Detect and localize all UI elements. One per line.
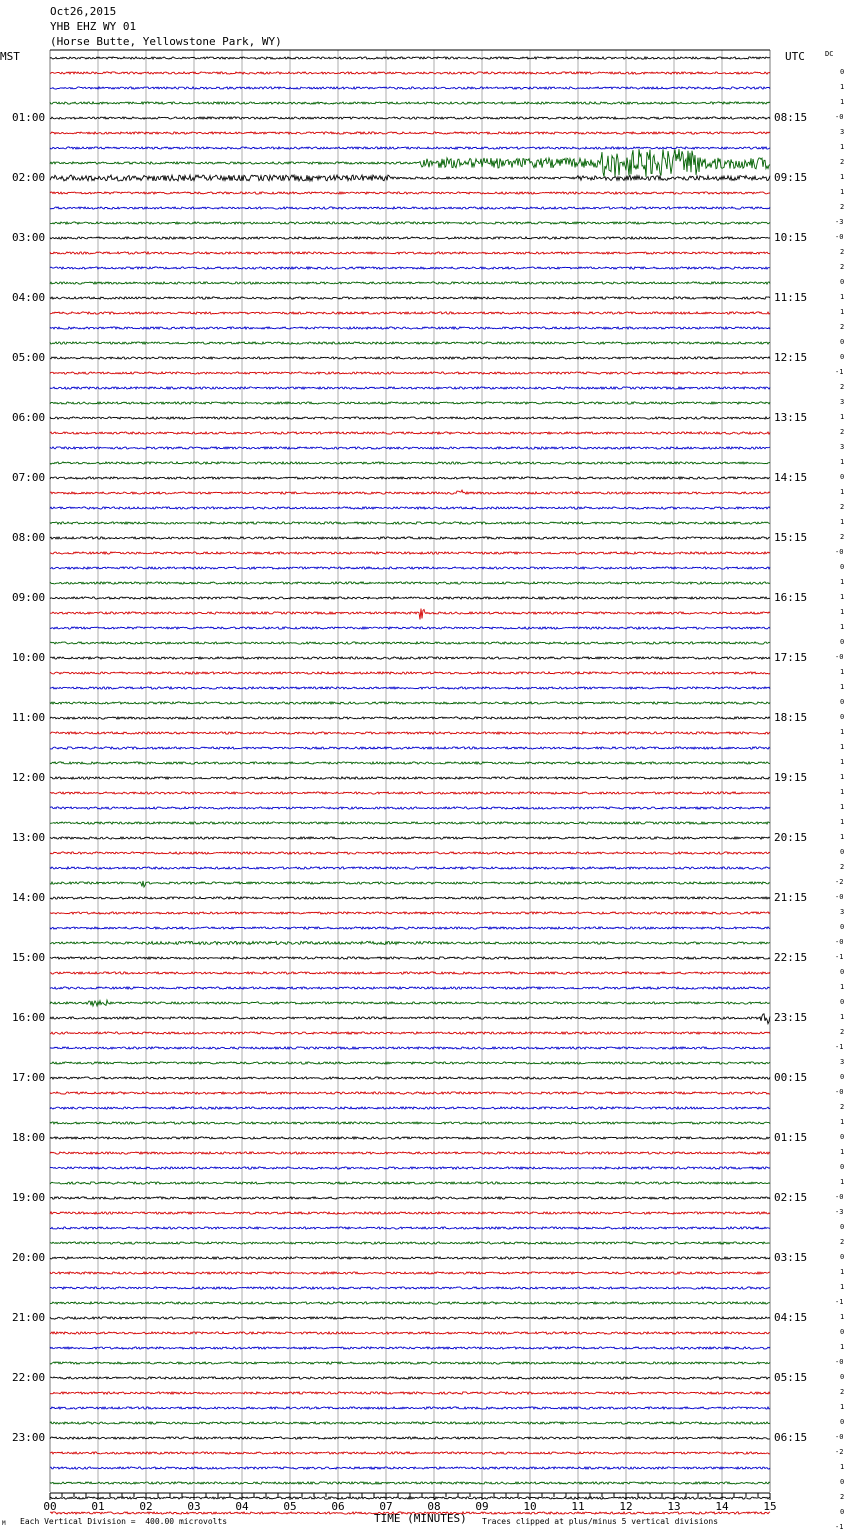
- trace-row-51: [50, 822, 770, 824]
- mst-hour-label: 22:00: [12, 1371, 46, 1384]
- trace-row-15: [50, 282, 770, 284]
- trace-row-30: [50, 507, 770, 509]
- trace-row-13: [50, 252, 770, 254]
- dc-offset-label: -1: [835, 1298, 844, 1306]
- dc-offset-label: 0: [840, 713, 845, 721]
- trace-row-68: [50, 1077, 770, 1079]
- utc-hour-label: 23:15: [774, 1011, 808, 1024]
- dc-offset-label: -1: [835, 953, 844, 961]
- dc-offset-label: 1: [840, 188, 845, 196]
- dc-offset-label: 1: [840, 413, 845, 421]
- dc-offset-label: 1: [840, 488, 845, 496]
- mst-hour-label: 12:00: [12, 771, 46, 784]
- dc-offset-label: 2: [840, 533, 845, 541]
- trace-row-40: [50, 657, 770, 659]
- utc-hour-label: 17:15: [774, 651, 808, 664]
- trace-row-1: [50, 72, 770, 74]
- trace-row-57: [50, 912, 770, 914]
- dc-offset-label: 1: [840, 458, 845, 466]
- utc-hour-label: 22:15: [774, 951, 808, 964]
- trace-row-54: [50, 867, 770, 869]
- trace-row-93: [50, 1452, 770, 1454]
- dc-offset-label: 0: [840, 1478, 845, 1486]
- trace-row-22: [50, 387, 770, 389]
- trace-row-2: [50, 87, 770, 89]
- mst-hour-label: 15:00: [12, 951, 46, 964]
- trace-row-37: [50, 609, 770, 620]
- trace-row-23: [50, 402, 770, 404]
- trace-row-67: [50, 1062, 770, 1064]
- trace-row-81: [50, 1272, 770, 1274]
- dc-offset-label: 1: [840, 1268, 845, 1276]
- trace-row-18: [50, 327, 770, 329]
- trace-rows: [50, 57, 770, 1514]
- trace-row-60: [50, 957, 770, 959]
- trace-row-90: [50, 1407, 770, 1409]
- trace-row-61: [50, 972, 770, 974]
- utc-hour-label: 01:15: [774, 1131, 808, 1144]
- trace-row-43: [50, 702, 770, 704]
- trace-row-92: [50, 1437, 770, 1439]
- dc-offset-label: -0: [835, 938, 844, 946]
- trace-row-44: [50, 717, 770, 719]
- utc-hour-label: 08:15: [774, 111, 808, 124]
- dc-offset-label: 3: [840, 1058, 845, 1066]
- trace-row-38: [50, 627, 770, 629]
- x-tick-label: 07: [379, 1500, 393, 1513]
- dc-offset-label: 1: [840, 788, 845, 796]
- scale-note: Each Vertical Division = 400.00 microvolts: [20, 1517, 228, 1526]
- trace-row-89: [50, 1392, 770, 1394]
- trace-row-73: [50, 1152, 770, 1154]
- trace-row-85: [50, 1332, 770, 1334]
- mst-hour-label: 18:00: [12, 1131, 46, 1144]
- dc-offset-label: 0: [840, 1373, 845, 1381]
- trace-row-48: [50, 777, 770, 779]
- x-axis-label: TIME (MINUTES): [374, 1512, 467, 1525]
- mst-hour-label: 17:00: [12, 1071, 46, 1084]
- utc-hour-label: 04:15: [774, 1311, 808, 1324]
- trace-row-80: [50, 1257, 770, 1259]
- trace-row-56: [50, 897, 770, 899]
- dc-offset-label: 1: [840, 1403, 845, 1411]
- trace-row-52: [50, 837, 770, 839]
- x-tick-label: 04: [235, 1500, 249, 1513]
- utc-hour-label: 14:15: [774, 471, 808, 484]
- x-tick-label: 05: [283, 1500, 297, 1513]
- dc-offset-label: 1: [840, 593, 845, 601]
- trace-row-70: [50, 1107, 770, 1109]
- dc-offset-label: -0: [835, 893, 844, 901]
- x-tick-label: 08: [427, 1500, 441, 1513]
- x-tick-label: 12: [619, 1500, 633, 1513]
- dc-offset-label: -3: [835, 218, 844, 226]
- trace-row-79: [50, 1242, 770, 1244]
- mst-hour-label: 14:00: [12, 891, 46, 904]
- utc-hour-label: 05:15: [774, 1371, 808, 1384]
- trace-row-42: [50, 687, 770, 689]
- right-timezone-label: UTC: [785, 50, 805, 63]
- trace-row-47: [50, 762, 770, 764]
- dc-offset-label: 0: [840, 278, 845, 286]
- x-tick-label: 14: [715, 1500, 729, 1513]
- utc-hour-label: 06:15: [774, 1431, 808, 1444]
- trace-row-87: [50, 1362, 770, 1364]
- dc-offset-label: 2: [840, 323, 845, 331]
- trace-row-74: [50, 1167, 770, 1169]
- x-tick-label: 02: [139, 1500, 153, 1513]
- dc-header-label: DC: [825, 50, 834, 58]
- dc-offset-label: 1: [840, 1313, 845, 1321]
- dc-offset-label: 0: [840, 68, 845, 76]
- trace-row-55: [50, 881, 770, 887]
- title-location: (Horse Butte, Yellowstone Park, WY): [50, 35, 282, 48]
- trace-row-21: [50, 372, 770, 374]
- trace-row-50: [50, 807, 770, 809]
- dc-offset-label: 2: [840, 248, 845, 256]
- dc-offset-label: -0: [835, 1433, 844, 1441]
- dc-offset-label: 0: [840, 563, 845, 571]
- trace-row-8: [50, 175, 770, 181]
- utc-hour-label: 20:15: [774, 831, 808, 844]
- trace-row-32: [50, 537, 770, 539]
- trace-row-29: [50, 490, 770, 494]
- dc-offset-label: 1: [840, 803, 845, 811]
- mst-hour-label: 13:00: [12, 831, 46, 844]
- dc-offset-label: 0: [840, 968, 845, 976]
- utc-hour-label: 13:15: [774, 411, 808, 424]
- trace-row-39: [50, 642, 770, 644]
- utc-hour-label: 19:15: [774, 771, 808, 784]
- dc-offset-label: 1: [840, 1013, 845, 1021]
- dc-offset-label: 2: [840, 203, 845, 211]
- trace-row-25: [50, 432, 770, 434]
- trace-row-4: [50, 117, 770, 119]
- mst-hour-label: 05:00: [12, 351, 46, 364]
- dc-offset-label: 0: [840, 338, 845, 346]
- dc-offset-label: 0: [840, 698, 845, 706]
- utc-hour-label: 16:15: [774, 591, 808, 604]
- x-tick-label: 09: [475, 1500, 489, 1513]
- dc-offset-label: 0: [840, 353, 845, 361]
- dc-offset-label: -0: [835, 1193, 844, 1201]
- trace-row-16: [50, 297, 770, 299]
- dc-offset-label: 0: [840, 998, 845, 1006]
- mst-hour-label: 01:00: [12, 111, 46, 124]
- trace-row-94: [50, 1467, 770, 1469]
- utc-hour-label: 00:15: [774, 1071, 808, 1084]
- dc-offset-label: 0: [840, 848, 845, 856]
- dc-offset-label: -1: [835, 1043, 844, 1051]
- utc-hour-label: 15:15: [774, 531, 808, 544]
- dc-offset-label: 1: [840, 683, 845, 691]
- dc-offset-label: 1: [840, 623, 845, 631]
- dc-offset-label: 2: [840, 428, 845, 436]
- dc-offset-label: 0: [840, 1328, 845, 1336]
- dc-offset-label: 1: [840, 518, 845, 526]
- trace-row-49: [50, 792, 770, 794]
- utc-hour-label: 18:15: [774, 711, 808, 724]
- dc-offset-label: -2: [835, 878, 844, 886]
- dc-offset-label: -3: [835, 1208, 844, 1216]
- trace-row-6: [50, 147, 770, 149]
- trace-row-95: [50, 1482, 770, 1484]
- x-axis: [43, 1493, 776, 1513]
- mst-hour-label: 11:00: [12, 711, 46, 724]
- clip-note: Traces clipped at plus/minus 5 vertical divisions: [482, 1517, 719, 1526]
- trace-row-5: [50, 132, 770, 134]
- trace-row-24: [50, 417, 770, 419]
- dc-offset-label: 1: [840, 728, 845, 736]
- utc-hour-label: 02:15: [774, 1191, 808, 1204]
- dc-offset-label: 1: [840, 83, 845, 91]
- dc-offset-label: 2: [840, 1493, 845, 1501]
- dc-offset-label: 1: [840, 743, 845, 751]
- x-tick-label: 15: [763, 1500, 777, 1513]
- dc-offset-label: 1: [840, 293, 845, 301]
- dc-offset-label: -0: [835, 548, 844, 556]
- utc-hour-label: 09:15: [774, 171, 808, 184]
- dc-offset-label: 1: [840, 1283, 845, 1291]
- dc-offset-label: 1: [840, 833, 845, 841]
- dc-offset-label: 1: [840, 1148, 845, 1156]
- utc-hour-label: 10:15: [774, 231, 808, 244]
- x-tick-label: 10: [523, 1500, 537, 1513]
- trace-row-36: [50, 597, 770, 599]
- dc-offset-label: 1: [840, 173, 845, 181]
- trace-row-11: [50, 222, 770, 224]
- mst-hour-label: 03:00: [12, 231, 46, 244]
- dc-offset-label: 1: [840, 1118, 845, 1126]
- mst-hour-label: 07:00: [12, 471, 46, 484]
- minute-grid: [50, 50, 770, 1492]
- mst-hour-label: 23:00: [12, 1431, 46, 1444]
- trace-row-59: [50, 941, 770, 944]
- trace-row-9: [50, 192, 770, 194]
- trace-row-27: [50, 462, 770, 464]
- x-tick-label: 01: [91, 1500, 105, 1513]
- dc-offset-label: 0: [840, 1133, 845, 1141]
- dc-offset-label: 1: [840, 308, 845, 316]
- trace-row-66: [50, 1047, 770, 1049]
- trace-row-64: [50, 1014, 770, 1024]
- trace-row-83: [50, 1302, 770, 1304]
- dc-offset-label: 1: [840, 98, 845, 106]
- trace-row-63: [50, 1000, 770, 1006]
- trace-row-76: [50, 1197, 770, 1199]
- trace-row-35: [50, 582, 770, 584]
- trace-row-34: [50, 567, 770, 569]
- x-tick-label: 06: [331, 1500, 345, 1513]
- dc-offset-label: -1: [835, 1523, 844, 1531]
- dc-offset-label: 2: [840, 383, 845, 391]
- dc-offset-label: 3: [840, 443, 845, 451]
- title-date: Oct26,2015: [50, 5, 117, 18]
- trace-row-69: [50, 1092, 770, 1094]
- trace-row-7: [50, 149, 770, 177]
- trace-row-77: [50, 1212, 770, 1214]
- trace-row-41: [50, 672, 770, 674]
- x-tick-label: 00: [43, 1500, 57, 1513]
- mst-hour-label: 20:00: [12, 1251, 46, 1264]
- corner-mark: M: [2, 1520, 6, 1527]
- dc-offset-label: 0: [840, 1508, 845, 1516]
- trace-row-33: [50, 552, 770, 554]
- dc-offset-label: 0: [840, 923, 845, 931]
- dc-offset-label: 0: [840, 473, 845, 481]
- dc-offset-label: 1: [840, 773, 845, 781]
- utc-hour-label: 11:15: [774, 291, 808, 304]
- dc-offset-label: 1: [840, 1178, 845, 1186]
- dc-offset-label: 1: [840, 1343, 845, 1351]
- dc-offset-label: 2: [840, 503, 845, 511]
- dc-offset-label: 1: [840, 578, 845, 586]
- dc-offset-label: 0: [840, 1073, 845, 1081]
- dc-offset-label: 1: [840, 818, 845, 826]
- trace-row-28: [50, 477, 770, 479]
- trace-row-20: [50, 357, 770, 359]
- x-tick-label: 13: [667, 1500, 681, 1513]
- dc-offset-label: -0: [835, 1358, 844, 1366]
- trace-row-91: [50, 1422, 770, 1424]
- dc-offset-label: 0: [840, 1253, 845, 1261]
- trace-row-14: [50, 267, 770, 269]
- dc-offset-label: 1: [840, 143, 845, 151]
- dc-offset-label: -0: [835, 233, 844, 241]
- dc-offset-label: -0: [835, 1088, 844, 1096]
- dc-offset-label: 2: [840, 1028, 845, 1036]
- trace-row-71: [50, 1122, 770, 1124]
- trace-row-26: [50, 447, 770, 449]
- trace-row-45: [50, 732, 770, 734]
- trace-row-31: [50, 522, 770, 524]
- trace-row-72: [50, 1137, 770, 1139]
- dc-offset-label: 2: [840, 158, 845, 166]
- trace-row-78: [50, 1227, 770, 1229]
- dc-offset-label: 2: [840, 1103, 845, 1111]
- dc-offset-label: 1: [840, 608, 845, 616]
- dc-offset-label: 0: [840, 1223, 845, 1231]
- mst-hour-label: 08:00: [12, 531, 46, 544]
- trace-row-53: [50, 852, 770, 854]
- trace-row-62: [50, 987, 770, 989]
- trace-row-3: [50, 102, 770, 104]
- dc-offset-label: -2: [835, 1448, 844, 1456]
- title-station: YHB EHZ WY 01: [50, 20, 137, 33]
- trace-row-0: [50, 57, 770, 59]
- mst-hour-label: 10:00: [12, 651, 46, 664]
- mst-hour-label: 16:00: [12, 1011, 46, 1024]
- mst-hour-label: 09:00: [12, 591, 46, 604]
- mst-hour-label: 04:00: [12, 291, 46, 304]
- dc-offset-label: 0: [840, 1163, 845, 1171]
- mst-hour-label: 06:00: [12, 411, 46, 424]
- trace-row-84: [50, 1317, 770, 1319]
- trace-row-19: [50, 342, 770, 344]
- left-timezone-label: MST: [0, 50, 20, 63]
- trace-row-17: [50, 312, 770, 314]
- dc-offset-label: 1: [840, 1463, 845, 1471]
- trace-row-46: [50, 747, 770, 749]
- trace-row-10: [50, 207, 770, 209]
- utc-hour-label: 03:15: [774, 1251, 808, 1264]
- x-tick-label: 11: [571, 1500, 585, 1513]
- dc-offset-label: 2: [840, 1238, 845, 1246]
- dc-offset-label: -0: [835, 113, 844, 121]
- dc-offset-label: 3: [840, 128, 845, 136]
- trace-row-58: [50, 927, 770, 929]
- dc-offset-label: 3: [840, 908, 845, 916]
- mst-hour-label: 21:00: [12, 1311, 46, 1324]
- dc-offset-label: 2: [840, 263, 845, 271]
- trace-row-86: [50, 1347, 770, 1349]
- dc-offset-label: -0: [835, 653, 844, 661]
- trace-row-82: [50, 1287, 770, 1289]
- trace-row-75: [50, 1182, 770, 1184]
- utc-hour-label: 21:15: [774, 891, 808, 904]
- dc-offset-label: -1: [835, 368, 844, 376]
- dc-offset-label: 1: [840, 758, 845, 766]
- dc-offset-label: 1: [840, 983, 845, 991]
- mst-hour-label: 02:00: [12, 171, 46, 184]
- trace-row-88: [50, 1377, 770, 1379]
- trace-row-65: [50, 1032, 770, 1034]
- x-tick-label: 03: [187, 1500, 201, 1513]
- dc-offset-label: 3: [840, 398, 845, 406]
- dc-offset-label: 2: [840, 863, 845, 871]
- dc-offset-label: 0: [840, 1418, 845, 1426]
- dc-offset-label: 0: [840, 638, 845, 646]
- mst-hour-label: 19:00: [12, 1191, 46, 1204]
- dc-offset-label: 1: [840, 668, 845, 676]
- utc-hour-label: 12:15: [774, 351, 808, 364]
- trace-row-12: [50, 237, 770, 239]
- dc-offset-label: 2: [840, 1388, 845, 1396]
- trace-row-96: [50, 1497, 770, 1499]
